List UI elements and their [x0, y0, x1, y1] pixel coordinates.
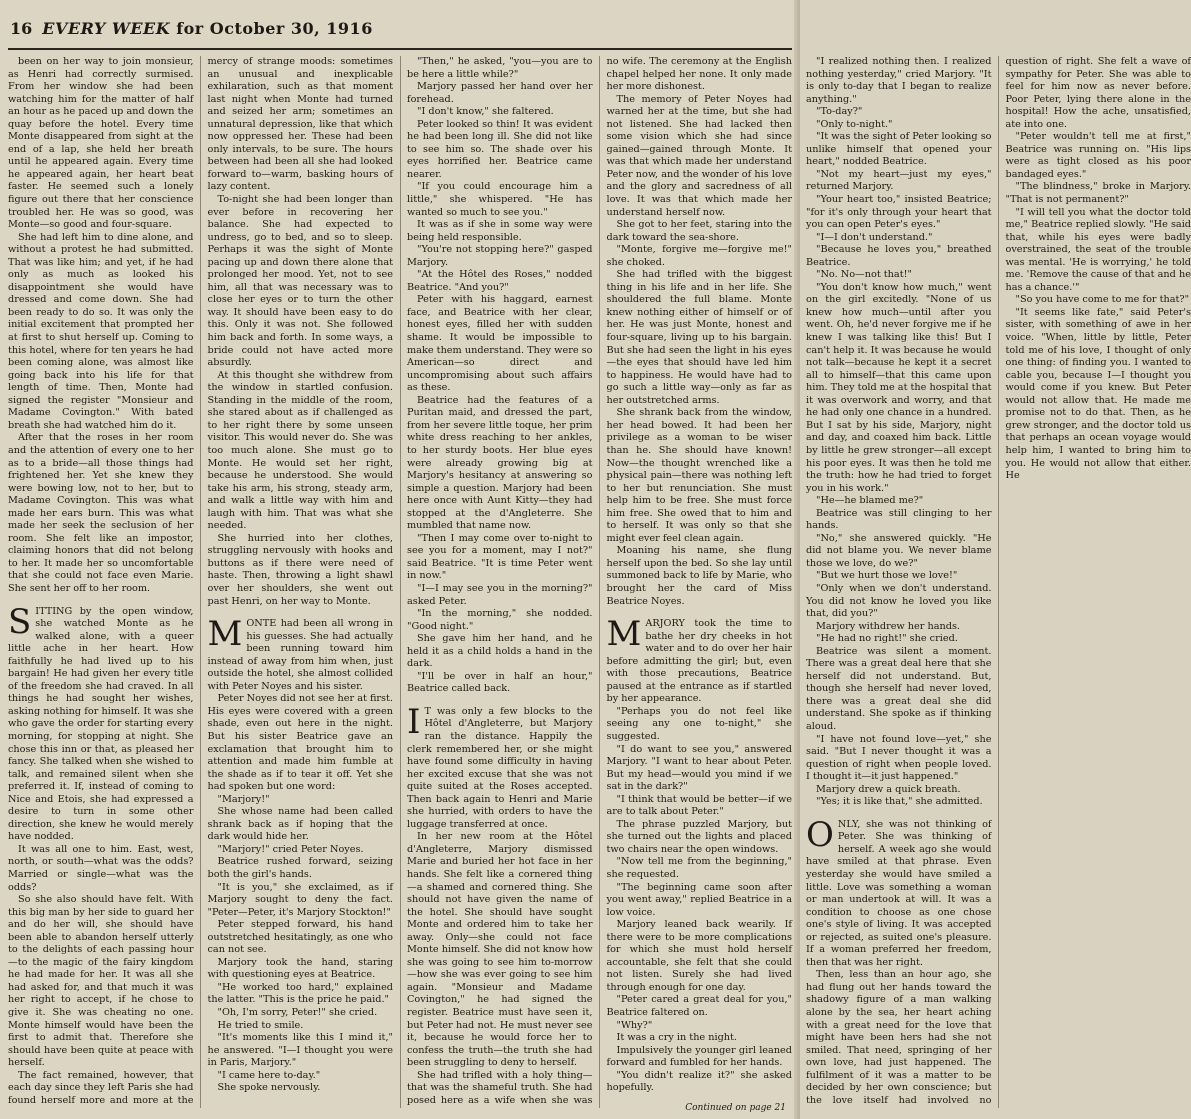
story-paragraph: "Not my heart—just my eyes," returned Marjory.	[806, 168, 992, 193]
story-paragraph: "He had no right!" she cried.	[816, 633, 958, 645]
story-paragraph: "He—he blamed me?"	[816, 495, 924, 507]
story-paragraph: "I do want to see you," answered Marjory. "I want to hear about Peter. But my head—would you mind if we sat in the dark?"	[606, 743, 792, 793]
story-paragraph: Peter with his haggard, earnest face, and Beatrice with her clear, honest eyes, filled her with sudden shame. It would be impossible to make them understand. They were so American—so direct and uncompromising about such affairs as these.	[407, 294, 593, 394]
story-paragraph: "Your heart too," insisted Beatrice; "for it's only through your heart that you can open Peter's eyes."	[806, 194, 992, 231]
story-paragraph: She had trifled with a holy thing—that was the shameful truth. She had posed here as a wife when she was no wife. The ceremony at the English chapel helped her none. It only made her more dishonest.	[407, 56, 792, 1106]
story-paragraph: She had trifled with the biggest thing in his life and in her life. She shouldered the full blame. Monte knew nothing either of himself or of her. He was just Monte, honest and four-square, living up to his bargain. But she had seen the light in his eyes—the eyes that should have led him to happiness. He would have had to go such a little way—only as far as her outstretched arms.	[606, 269, 792, 406]
story-paragraph: "Marjory!"	[217, 793, 270, 805]
story-paragraph: Marjory drew a quick breath.	[816, 783, 961, 795]
story-paragraph: "He worked too hard," explained the latter. "This is the price he paid."	[207, 981, 393, 1006]
section-opening-paragraph: IT was only a few blocks to the Hôtel d'Angleterre, but Marjory ran the distance. Happily the clerk remembered her, or she might have found some difficulty in having her excited excuse that she was not quite suited at the Roses accepted. Then back again to Henri and Marie she hurried, with orders to have the luggage transferred at once.	[407, 701, 593, 830]
story-paragraph: "I—I may see you in the morning?" asked Peter.	[407, 582, 593, 607]
story-paragraph: Beatrice was silent a moment. There was a great deal here that she herself did not understand. But, though she herself had never loved, there was a great deal she did understand. She spoke as if thinking aloud.	[806, 645, 992, 732]
story-paragraph: "Only when we don't understand. You did not know he loved you like that, did you?"	[806, 582, 992, 620]
story-paragraph: The phrase puzzled Marjory, but she turned out the lights and placed two chairs near the open windows.	[606, 818, 792, 855]
story-paragraph: Impulsively the younger girl leaned forward and fumbled for her hands.	[606, 1044, 792, 1069]
story-paragraph: "No," she answered quickly. "He did not blame you. We never blame those we love, do we?"	[806, 532, 992, 569]
story-paragraph: Beatrice was still clinging to her hands.	[806, 507, 992, 532]
story-paragraph: After that the roses in her room and the attention of every one to her as to a bride—all those things had frightened her. Yet she knew they were bowing low, not to her, but to Madame Covington. This was what made her ears burn. This was what made her seek the seclusion of her room. She felt like an impostor, claiming honors that did not belong to her. It made her so uncomfortable that she could not face even Marie. She sent her off to her room.	[8, 432, 194, 594]
story-paragraph: Marjory took the hand, staring with questioning eyes at Beatrice.	[207, 956, 393, 981]
story-paragraph: "It is you," she exclaimed, as if Marjory sought to deny the fact. "Peter—Peter, it's Marjory Stockton!"	[207, 881, 393, 918]
story-paragraph: "It's moments like this I mind it," he answered. "I—I thought you were in Paris, Marjory."	[207, 1032, 393, 1069]
story-paragraph: It was all one to him. East, west, north, or south—what was the odds? Married or single—what was the odds?	[8, 843, 194, 893]
story-paragraph: "I—I don't understand."	[816, 231, 933, 243]
story-paragraph: Marjory withdrew her hands.	[816, 620, 960, 632]
story-paragraph: Beatrice rushed forward, seizing both the girl's hands.	[207, 856, 393, 880]
story-paragraph: "You're not stopping here?" gasped Marjory.	[407, 244, 593, 268]
section-opening-paragraph: MARJORY took the time to bathe her dry cheeks in hot water and to do over her hair before admitting the girl; but, even with those precautions, Beatrice paused at the entrance as if startled by her appearance.	[606, 614, 792, 705]
story-paragraph: "You didn't realize it?" she asked hopefully.	[606, 1069, 792, 1094]
story-paragraph: "Only to-night."	[816, 118, 893, 130]
story-paragraph: She had left him to dine alone, and without a protest he had submitted. That was like him; and yet, if he had only as much as looked his disappointment she would have dressed and come down. She had been ready to do so. It was only the initial excitement that prompted her at first to shut herself up. Coming to this hotel, where for ten years he had been coming alone, was almost like going back into his life for that length of time. Then, Monte had signed the register "Monsieur and Madame Covington." With bated breath she had watched him do it.	[8, 231, 194, 431]
story-paragraph: She shrank back from the window, her head bowed. It had been her privilege as a woman to be wiser than he. She should have known! Now—the thought wrenched like a physical pain—there was nothing left to her but renunciation. She must help him to be free. She must force him free. She owed that to him and to herself. It was only so that she might ever feel clean again.	[606, 407, 792, 544]
story-paragraph: "I have not found love—yet," she said. "But I never thought it was a question of right when people loved. I thought it—it just happened."	[806, 733, 992, 783]
page-header	[10, 10, 790, 46]
story-paragraph: "So you have come to me for that?"	[1015, 294, 1190, 306]
story-paragraph: "It was the sight of Peter looking so unlike himself that opened your heart," nodded Beatrice.	[806, 131, 992, 168]
story-paragraph: "Peter wouldn't tell me at first," Beatrice was running on. "His lips were as tight closed as his poor bandaged eyes."	[1005, 131, 1191, 180]
story-columns	[8, 56, 1191, 1108]
section-opening-paragraph: MONTE had been all wrong in his guesses. She had actually been running toward him instead of away from him when, just outside the hotel, she almost collided with Peter Noyes and his sister.	[207, 614, 393, 692]
page-edge	[794, 0, 800, 1119]
story-paragraph: been on her way to join monsieur, as Henri had correctly surmised. From her window she had been watching him for the matter of half an hour as he paced up and down the quay before the hotel. Every time Monte disappeared from sight at the end of a lap, she held her breath until he appeared again. Every time he appeared again, her heart beat faster. He seemed such a lonely figure out there that her conscience troubled her. He was so good, was Monte—so good and four-square.	[8, 56, 194, 231]
story-paragraph: He tried to smile.	[217, 1019, 304, 1031]
story-paragraph: Peter looked so thin! It was evident he had been long ill. She did not like to see him so. The shade over his eyes horrified her. Beatrice came nearer.	[407, 118, 593, 180]
story-paragraph: Peter stepped forward, his hand outstretched hesitatingly, as one who can not see.	[207, 919, 393, 956]
story-paragraph: "Why?"	[616, 1019, 653, 1031]
story-paragraph: So she also should have felt. With this big man by her side to guard her and do her will, she should have been able to abandon herself utterly to the delights of each passing hour—to the magic of the fairy kingdom he had made for her. It was all she had asked for, and that much it was her right to accept, if he chose to give it. She was cheating no one. Monte himself would have been the first to admit that. Therefore she should have been quite at peace with herself.	[8, 894, 194, 1069]
story-paragraph: "Then I may come over to-night to see you for a moment, may I not?" said Beatrice. "It is time Peter went in now."	[407, 532, 593, 582]
story-paragraph: "I'll be over in half an hour," Beatrice called back.	[407, 670, 593, 695]
story-paragraph: "You don't know how much," went on the girl excitedly. "None of us knew how much—until after you went. Oh, he'd never forgive me if he knew I was talking like this! But I can't help it. It was because he would not talk—because he kept it a secret all to himself—that this came upon him. They told me at the hospital that it was overwork and worry, and that he had only one chance in a hundred. But I sat by his side, Marjory, night and day, and coaxed him back. Little by little he grew stronger—all except his poor eyes. It was then he told me the truth: how he had tried to forget you in his work."	[806, 281, 992, 494]
section-opening-paragraph: ONLY, she was not thinking of Peter. She was thinking of herself. A week ago she would have smiled at that phrase. Even yesterday she would have smiled a little. Love was something a woman or man undertook at will. It was a condition to choose as one chose one's style of living. It was accepted or rejected, as suited one's pleasure. If a woman preferred her freedom, then that was her right.	[806, 814, 992, 968]
story-paragraph: Peter Noyes did not see her at first. His eyes were covered with a green shade, even out here in the night. But his sister Beatrice gave an exclamation that brought him to attention and made him fumble at the shade as if to tear it off. Yet she had spoken but one word:	[207, 693, 393, 793]
story-paragraph: She got to her feet, staring into the dark toward the sea-shore.	[606, 219, 792, 243]
story-paragraph: "Now tell me from the beginning," she requested.	[606, 856, 792, 880]
story-paragraph: She gave him her hand, and he held it as a child holds a hand in the dark.	[407, 633, 593, 670]
story-paragraph: Moaning his name, she flung herself upon the bed. So she lay until summoned back to life by Marie, who brought her the card of Miss Beatrice Noyes.	[606, 545, 792, 607]
magazine-title: EVERY WEEK	[42, 18, 171, 38]
story-paragraph: "Perhaps you do not feel like seeing any one to-night," she suggested.	[606, 705, 792, 742]
story-paragraph: "Peter cared a great deal for you," Beatrice faltered on.	[606, 994, 792, 1019]
story-paragraph: Marjory leaned back wearily. If there were to be more complications for which she must hold herself accountable, she felt that she could not listen. Surely she had lived through enough for one day.	[606, 919, 792, 993]
story-paragraph: "If you could encourage him a little," she whispered. "He has wanted so much to see you."	[407, 181, 593, 218]
story-paragraph: Beatrice had the features of a Puritan maid, and dressed the part, from her severe little toque, her prim white dress reaching to her ankles, to her sturdy boots. Her blue eyes were already growing big at Marjory's hesitancy at answering so simple a question. Marjory had been here once with Aunt Kitty—they had stopped at the d'Angleterre. She mumbled that name now.	[407, 394, 593, 532]
story-paragraph: "Yes; it is like that," she admitted.	[816, 796, 983, 808]
continued-note: Continued on page 21	[685, 1103, 786, 1113]
header-rule	[8, 48, 792, 50]
story-paragraph: "But we hurt those we love!"	[816, 570, 958, 582]
story-paragraph: "The blindness," broke in Marjory. "That is not permanent?"	[1005, 181, 1191, 206]
story-paragraph: "At the Hôtel des Roses," nodded Beatrice. "And you?"	[407, 269, 593, 293]
story-paragraph: "Monte, forgive me—forgive me!" she choked.	[606, 244, 792, 268]
story-paragraph: "To-day?"	[816, 106, 863, 118]
story-paragraph: "I will tell you what the doctor told me," Beatrice replied slowly. "He said that, while his eyes were badly overstrained, the seat of the trouble was mental. 'He is worrying,' he told me. 'Remove the cause of that and he has a chance.'"	[1005, 206, 1191, 293]
story-paragraph: She whose name had been called shrank back as if hoping that the dark would hide her.	[207, 806, 393, 843]
story-paragraph: The memory of Peter Noyes had warned her at the time, but she had not listened. She had lacked then some vision which she had since gained—gained through Monte. It was that which made her understand Peter now, and the wonder of his love and the glory and sacredness of all love. It was that which made her understand herself now.	[606, 93, 792, 218]
story-paragraph: In her new room at the Hôtel d'Angleterre, Marjory dismissed Marie and buried her hot face in her hands. She felt like a cornered thing—a shamed and cornered thing. She should not have given the name of the hotel. She should have sought Monte and ordered him to take her away. Only—she could not face Monte himself. She did not know how she was going to see him to-morrow—how she was ever going to see him again. "Monsieur and Madame Covington," he had signed the register. Beatrice must have seen it, but Peter had not. He must never see it, because he would force her to confess the truth—the truth she had been struggling to deny to herself.	[407, 831, 593, 1069]
story-paragraph: She hurried into her clothes, struggling nervously with hooks and buttons as if there were need of haste. Then, throwing a light shawl over her shoulders, she went out past Henri, on her way to Monte.	[207, 532, 393, 607]
story-paragraph: "Because he loves you," breathed Beatrice.	[806, 244, 992, 268]
masthead	[42, 19, 373, 38]
story-paragraph: "Oh, I'm sorry, Peter!" she cried.	[217, 1007, 378, 1019]
story-paragraph: "I realized nothing then. I realized nothing yesterday," cried Marjory. "It is only to-day that I began to realize anything."	[806, 56, 992, 105]
page-number: 16	[10, 18, 33, 38]
story-paragraph: "Marjory!" cried Peter Noyes.	[217, 843, 364, 855]
story-paragraph: She spoke nervously.	[217, 1082, 321, 1094]
story-paragraph: Marjory passed her hand over her forehead.	[407, 81, 593, 105]
section-opening-paragraph: SITTING by the open window, she watched Monte as he walked alone, with a queer little ache in her heart. How faithfully he had lived up to his bargain! He had given her every title of the freedom she had craved. In all things he had sought her wishes, asking nothing for himself. It was she who gave the order for starting every morning, for stopping at night. She chose this inn or that, as pleased her fancy. She talked when she wished to talk, and remained silent when she preferred it. If, instead of coming to Nice and Etois, she had expressed a desire to turn in some other direction, she knew he would merely have nodded.	[8, 601, 194, 843]
story-paragraph: At this thought she withdrew from the window in startled confusion. Standing in the middle of the room, she stared about as if challenged as to her right there by some unseen visitor. This would never do. She was too much alone. She must go to Monte. He would set her right, because he understood. She would take his arm, his strong, steady arm, and walk a little way with him and laugh with him. That was what she needed.	[207, 369, 393, 532]
story-paragraph: The fact remained, however, that each day since they left Paris she had found herself more and more at the mercy of strange moods: sometimes an unusual and inexplicable exhilaration, such as that moment last night when Monte had turned and seized her arm; sometimes an unnatural depression, like that which now oppressed her. These had been only intervals, to be sure. The hours between had been all she had looked forward to—warm, basking hours of lazy content.	[8, 56, 393, 1106]
story-paragraph: "I came here to-day."	[217, 1069, 321, 1081]
story-paragraph: It was as if she in some way were being held responsible.	[407, 219, 593, 243]
story-paragraph: "I don't know," she faltered.	[417, 106, 554, 118]
story-paragraph: "I think that would be better—if we are to talk about Peter."	[606, 793, 792, 818]
issue-date: for October 30, 1916	[176, 18, 373, 38]
story-paragraph: "It seems like fate," said Peter's sister, with something of awe in her voice. "When, little by little, Peter told me of his love, I thought of only one thing: of finding you. I wanted to cable you, because I—I thought you would come if you knew. But Peter would not allow that. He made me promise not to do that. Then, as he grew stronger, and the doctor told us that perhaps an ocean voyage would help him, I wanted to bring him to you. He would not allow that either. He	[1005, 306, 1191, 482]
story-paragraph: "In the morning," she nodded. "Good night."	[407, 608, 593, 632]
story-paragraph: "No. No—not that!"	[816, 269, 912, 281]
story-paragraph: To-night she had been longer than ever before in recovering her balance. She had expected to undress, go to bed, and so to sleep. Perhaps it was the sight of Monte pacing up and down there alone that prolonged her mood. Yet, not to see him, all that was necessary was to close her eyes or to turn the other way. It should have been easy to do this. Only it was not. She followed him back and forth. In some ways, a bride could not have acted more absurdly.	[207, 194, 393, 369]
story-paragraph: Then, less than an hour ago, she had flung out her hands toward the shadowy figure of a man walking alone by the sea, her heart aching with a great need for the love that might have been hers had she not smiled. That need, springing of her own love, had just happened. The fulfilment of it was a matter to be decided by her own conscience; but the love itself had involved no question of right. She felt a wave of sympathy for Peter. She was able to feel for him now as never before. Poor Peter, lying there alone in the hospital! How the ache, unsatisfied, ate into one.	[806, 56, 1191, 1106]
story-paragraph: It was a cry in the night.	[616, 1032, 737, 1044]
story-paragraph: "The beginning came soon after you went away," replied Beatrice in a low voice.	[606, 881, 792, 918]
story-paragraph: "Then," he asked, "you—you are to be here a little while?"	[407, 56, 593, 80]
